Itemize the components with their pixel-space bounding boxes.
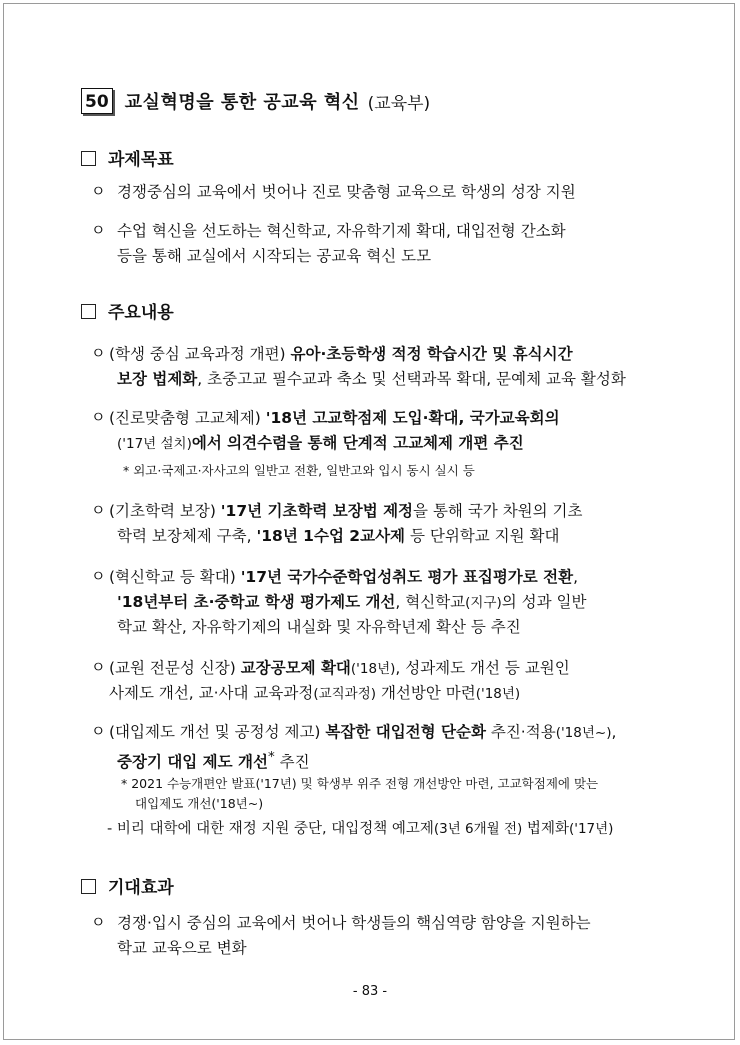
checkbox-square-icon xyxy=(81,151,96,166)
task-number-badge: 50 xyxy=(81,88,113,114)
content-item-6-footnote-line-2: 대입제도 개선('18년~) xyxy=(135,796,264,811)
section-goal-heading: 과제목표 xyxy=(81,148,174,172)
section-effect-heading: 기대효과 xyxy=(81,876,174,900)
effect-item-1-line-2: 학교 교육으로 변화 xyxy=(117,939,247,957)
content-item-1-line-1: (학생 중심 교육과정 개편) 유아·초등학생 적정 학습시간 및 휴식시간 xyxy=(109,345,573,363)
page-number: - 83 - xyxy=(352,984,388,999)
page-title xyxy=(81,86,430,116)
bullet-icon: ㅇ xyxy=(91,722,106,740)
checkbox-square-icon xyxy=(81,879,96,894)
goal-item-2-line-1: 수업 혁신을 선도하는 혁신학교, 자유학기제 확대, 대입전형 간소화 xyxy=(117,222,566,240)
bullet-icon: ㅇ xyxy=(91,344,106,362)
goal-item-1: 경쟁중심의 교육에서 벗어나 진로 맞춤형 교육으로 학생의 성장 지원 xyxy=(117,183,576,201)
title-department: (교육부) xyxy=(367,93,431,114)
content-item-4-line-2: '18년부터 초·중학교 학생 평가제도 개선, 혁신학교(지구)의 성과 일반 xyxy=(117,593,587,611)
bullet-icon: ㅇ xyxy=(91,182,106,200)
bullet-icon: ㅇ xyxy=(91,913,106,931)
content-item-6-line-2: 중장기 대입 제도 개선* 추진 xyxy=(117,749,310,772)
content-item-2-line-2: ('17년 설치)에서 의견수렴을 통해 단계적 고교체제 개편 추진 xyxy=(117,434,524,452)
effect-item-1-line-1: 경쟁·입시 중심의 교육에서 벗어나 학생들의 핵심역량 함양을 지원하는 xyxy=(117,914,591,932)
title-text: 교실혁명을 통한 공교육 혁신 xyxy=(124,92,360,113)
content-item-2-footnote: * 외고·국제고·자사고의 일반고 전환, 일반고와 입시 동시 실시 등 xyxy=(123,463,475,478)
content-item-1-line-2: 보장 법제화, 초중고교 필수교과 축소 및 선택과목 확대, 문예체 교육 활성화 xyxy=(117,370,626,388)
bullet-icon: ㅇ xyxy=(91,658,106,676)
content-item-3-line-1: (기초학력 보장) '17년 기초학력 보장법 제정을 통해 국가 차원의 기초 xyxy=(109,502,583,520)
content-item-4-line-3: 학교 확산, 자유학기제의 내실화 및 자유학년제 확산 등 추진 xyxy=(117,618,521,636)
content-item-4-line-1: (혁신학교 등 확대) '17년 국가수준학업성취도 평가 표집평가로 전환, xyxy=(109,568,579,586)
content-item-2-line-1: (진로맞춤형 고교체제) '18년 고교학점제 도입·확대, 국가교육회의 xyxy=(109,409,560,427)
bullet-icon: ㅇ xyxy=(91,408,106,426)
bullet-icon: ㅇ xyxy=(91,221,106,239)
bullet-icon: ㅇ xyxy=(91,567,106,585)
content-item-6-dash-line: - 비리 대학에 대한 재정 지원 중단, 대입정책 예고제(3년 6개월 전) 법제화('17년) xyxy=(107,821,614,837)
content-item-3-line-2: 학력 보장체제 구축, '18년 1수업 2교사제 등 단위학교 지원 확대 xyxy=(117,527,560,545)
content-item-6-line-1: (대입제도 개선 및 공정성 제고) 복잡한 대입전형 단순화 추진·적용('18년~), xyxy=(109,723,617,741)
bullet-icon: ㅇ xyxy=(91,501,106,519)
section-content-heading: 주요내용 xyxy=(81,301,174,325)
content-item-5-line-2: 사제도 개선, 교·사대 교육과정(교직과정) 개선방안 마련('18년) xyxy=(109,684,521,702)
content-item-6-footnote-line-1: * 2021 수능개편안 발표('17년) 및 학생부 위주 전형 개선방안 마련, 고교학점제에 맞는 xyxy=(121,776,599,791)
checkbox-square-icon xyxy=(81,304,96,319)
content-item-5-line-1: (교원 전문성 신장) 교장공모제 확대('18년), 성과제도 개선 등 교원인 xyxy=(109,659,570,677)
goal-item-2-line-2: 등을 통해 교실에서 시작되는 공교육 혁신 도모 xyxy=(117,247,432,265)
